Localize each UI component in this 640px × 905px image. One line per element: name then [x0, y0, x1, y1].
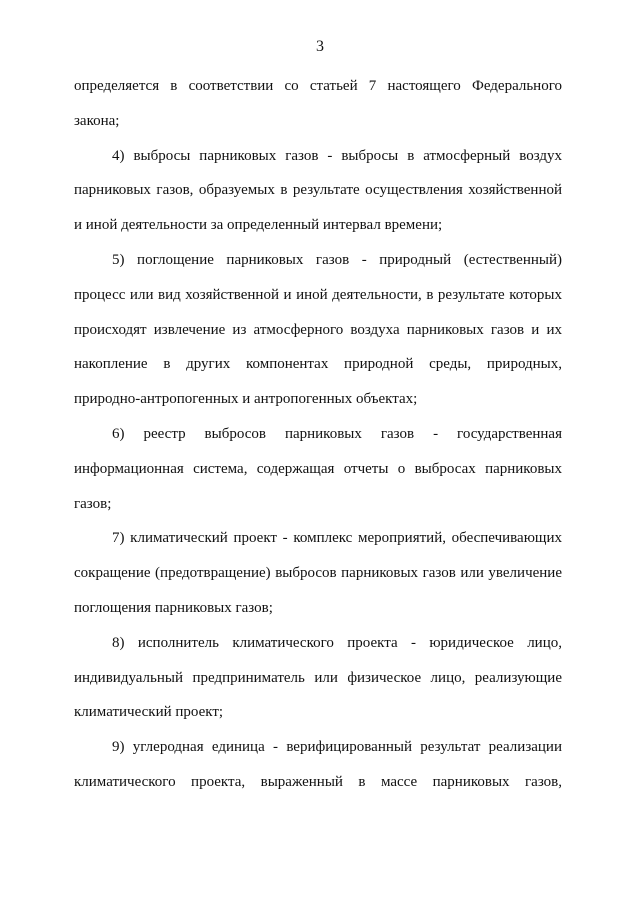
text-line: накопление в других компонентах природной среды, природных,	[74, 356, 562, 373]
text-line: парниковых газов, образуемых в результате осуществления хозяйственной	[74, 182, 562, 199]
text-line: индивидуальный предприниматель или физическое лицо, реализующие	[74, 669, 562, 686]
text-line: климатический проект;	[74, 704, 224, 721]
list-item-4-line: 4) выбросы парниковых газов - выбросы в атмосферный воздух	[112, 147, 562, 164]
text-line: газов;	[74, 495, 112, 512]
text-line: поглощения парниковых газов;	[74, 599, 273, 616]
text-line: происходят извлечение из атмосферного воздуха парниковых газов и их	[74, 321, 562, 338]
text-line: природно-антропогенных и антропогенных объектах;	[74, 391, 418, 408]
text-line: закона;	[74, 112, 120, 129]
text-line: сокращение (предотвращение) выбросов парниковых газов или увеличение	[74, 565, 562, 582]
page-number: 3	[316, 38, 324, 55]
text-line: климатического проекта, выраженный в массе парниковых газов,	[74, 773, 562, 790]
text-line: информационная система, содержащая отчеты о выбросах парниковых	[74, 460, 562, 477]
text-line: процесс или вид хозяйственной и иной деятельности, в результате которых	[74, 286, 562, 303]
document-body	[74, 72, 562, 803]
text-line: определяется в соответствии со статьей 7 настоящего Федерального	[74, 78, 562, 94]
list-item-9-line: 9) углеродная единица - верифицированный результат реализации	[112, 739, 562, 756]
list-item-6-line: 6) реестр выбросов парниковых газов - государственная	[112, 425, 562, 442]
list-item-8-line: 8) исполнитель климатического проекта - юридическое лицо,	[112, 634, 562, 651]
list-item-5-line: 5) поглощение парниковых газов - природный (естественный)	[112, 251, 562, 268]
list-item-7-line: 7) климатический проект - комплекс мероприятий, обеспечивающих	[112, 530, 562, 547]
text-line: и иной деятельности за определенный интервал времени;	[74, 217, 443, 234]
